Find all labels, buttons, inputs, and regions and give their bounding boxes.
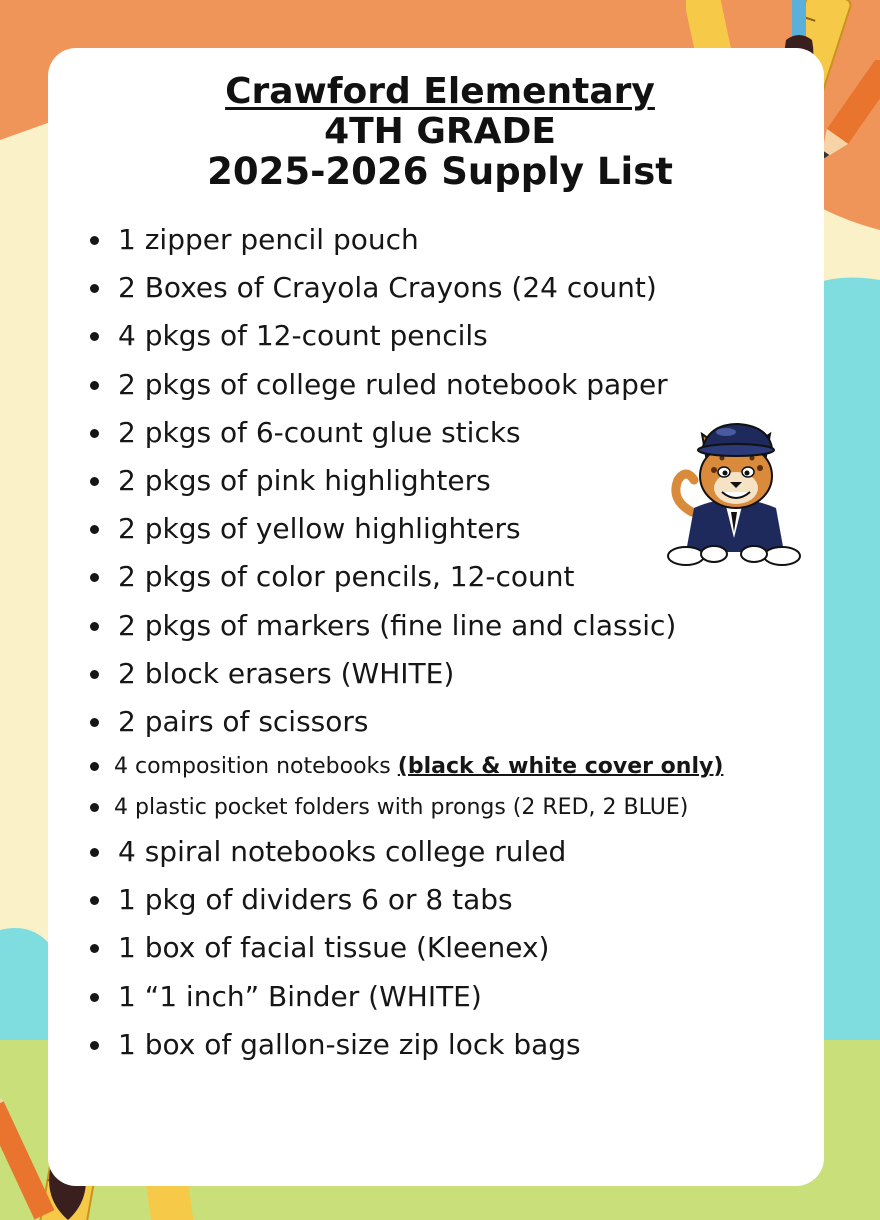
list-item: 1 box of gallon-size zip lock bags xyxy=(88,1021,828,1069)
list-item: 2 pkgs of markers (fine line and classic) xyxy=(88,602,828,650)
list-item: 1 box of facial tissue (Kleenex) xyxy=(88,924,828,972)
supply-list xyxy=(88,216,828,1069)
list-item: 2 pkgs of pink highlighters xyxy=(88,457,828,505)
grade-heading: 4TH GRADE xyxy=(324,111,556,152)
list-item: 4 plastic pocket folders with prongs (2 RED, 2 BLUE) xyxy=(88,787,828,828)
list-item: 2 block erasers (WHITE) xyxy=(88,650,828,698)
list-item: 4 composition notebooks (black & white cover only) xyxy=(88,746,828,787)
list-item: 4 spiral notebooks college ruled xyxy=(88,828,828,876)
list-item: 2 pkgs of 6-count glue sticks xyxy=(88,409,828,457)
school-name: Crawford Elementary xyxy=(225,71,655,112)
leopard-mascot-icon xyxy=(664,420,804,568)
list-item: 4 pkgs of 12-count pencils xyxy=(88,312,828,360)
title-block xyxy=(0,72,880,192)
list-item: 2 pkgs of color pencils, 12-count xyxy=(88,553,828,601)
cover-requirement-note: (black & white cover only) xyxy=(397,754,724,780)
list-item: 2 pairs of scissors xyxy=(88,698,828,746)
list-item: 1 zipper pencil pouch xyxy=(88,216,828,264)
list-item: 2 pkgs of college ruled notebook paper xyxy=(88,361,828,409)
list-item: 1 “1 inch” Binder (WHITE) xyxy=(88,973,828,1021)
list-item: 2 Boxes of Crayola Crayons (24 count) xyxy=(88,264,828,312)
list-item: 2 pkgs of yellow highlighters xyxy=(88,505,828,553)
list-title: 2025-2026 Supply List xyxy=(207,150,673,193)
list-item: 1 pkg of dividers 6 or 8 tabs xyxy=(88,876,828,924)
